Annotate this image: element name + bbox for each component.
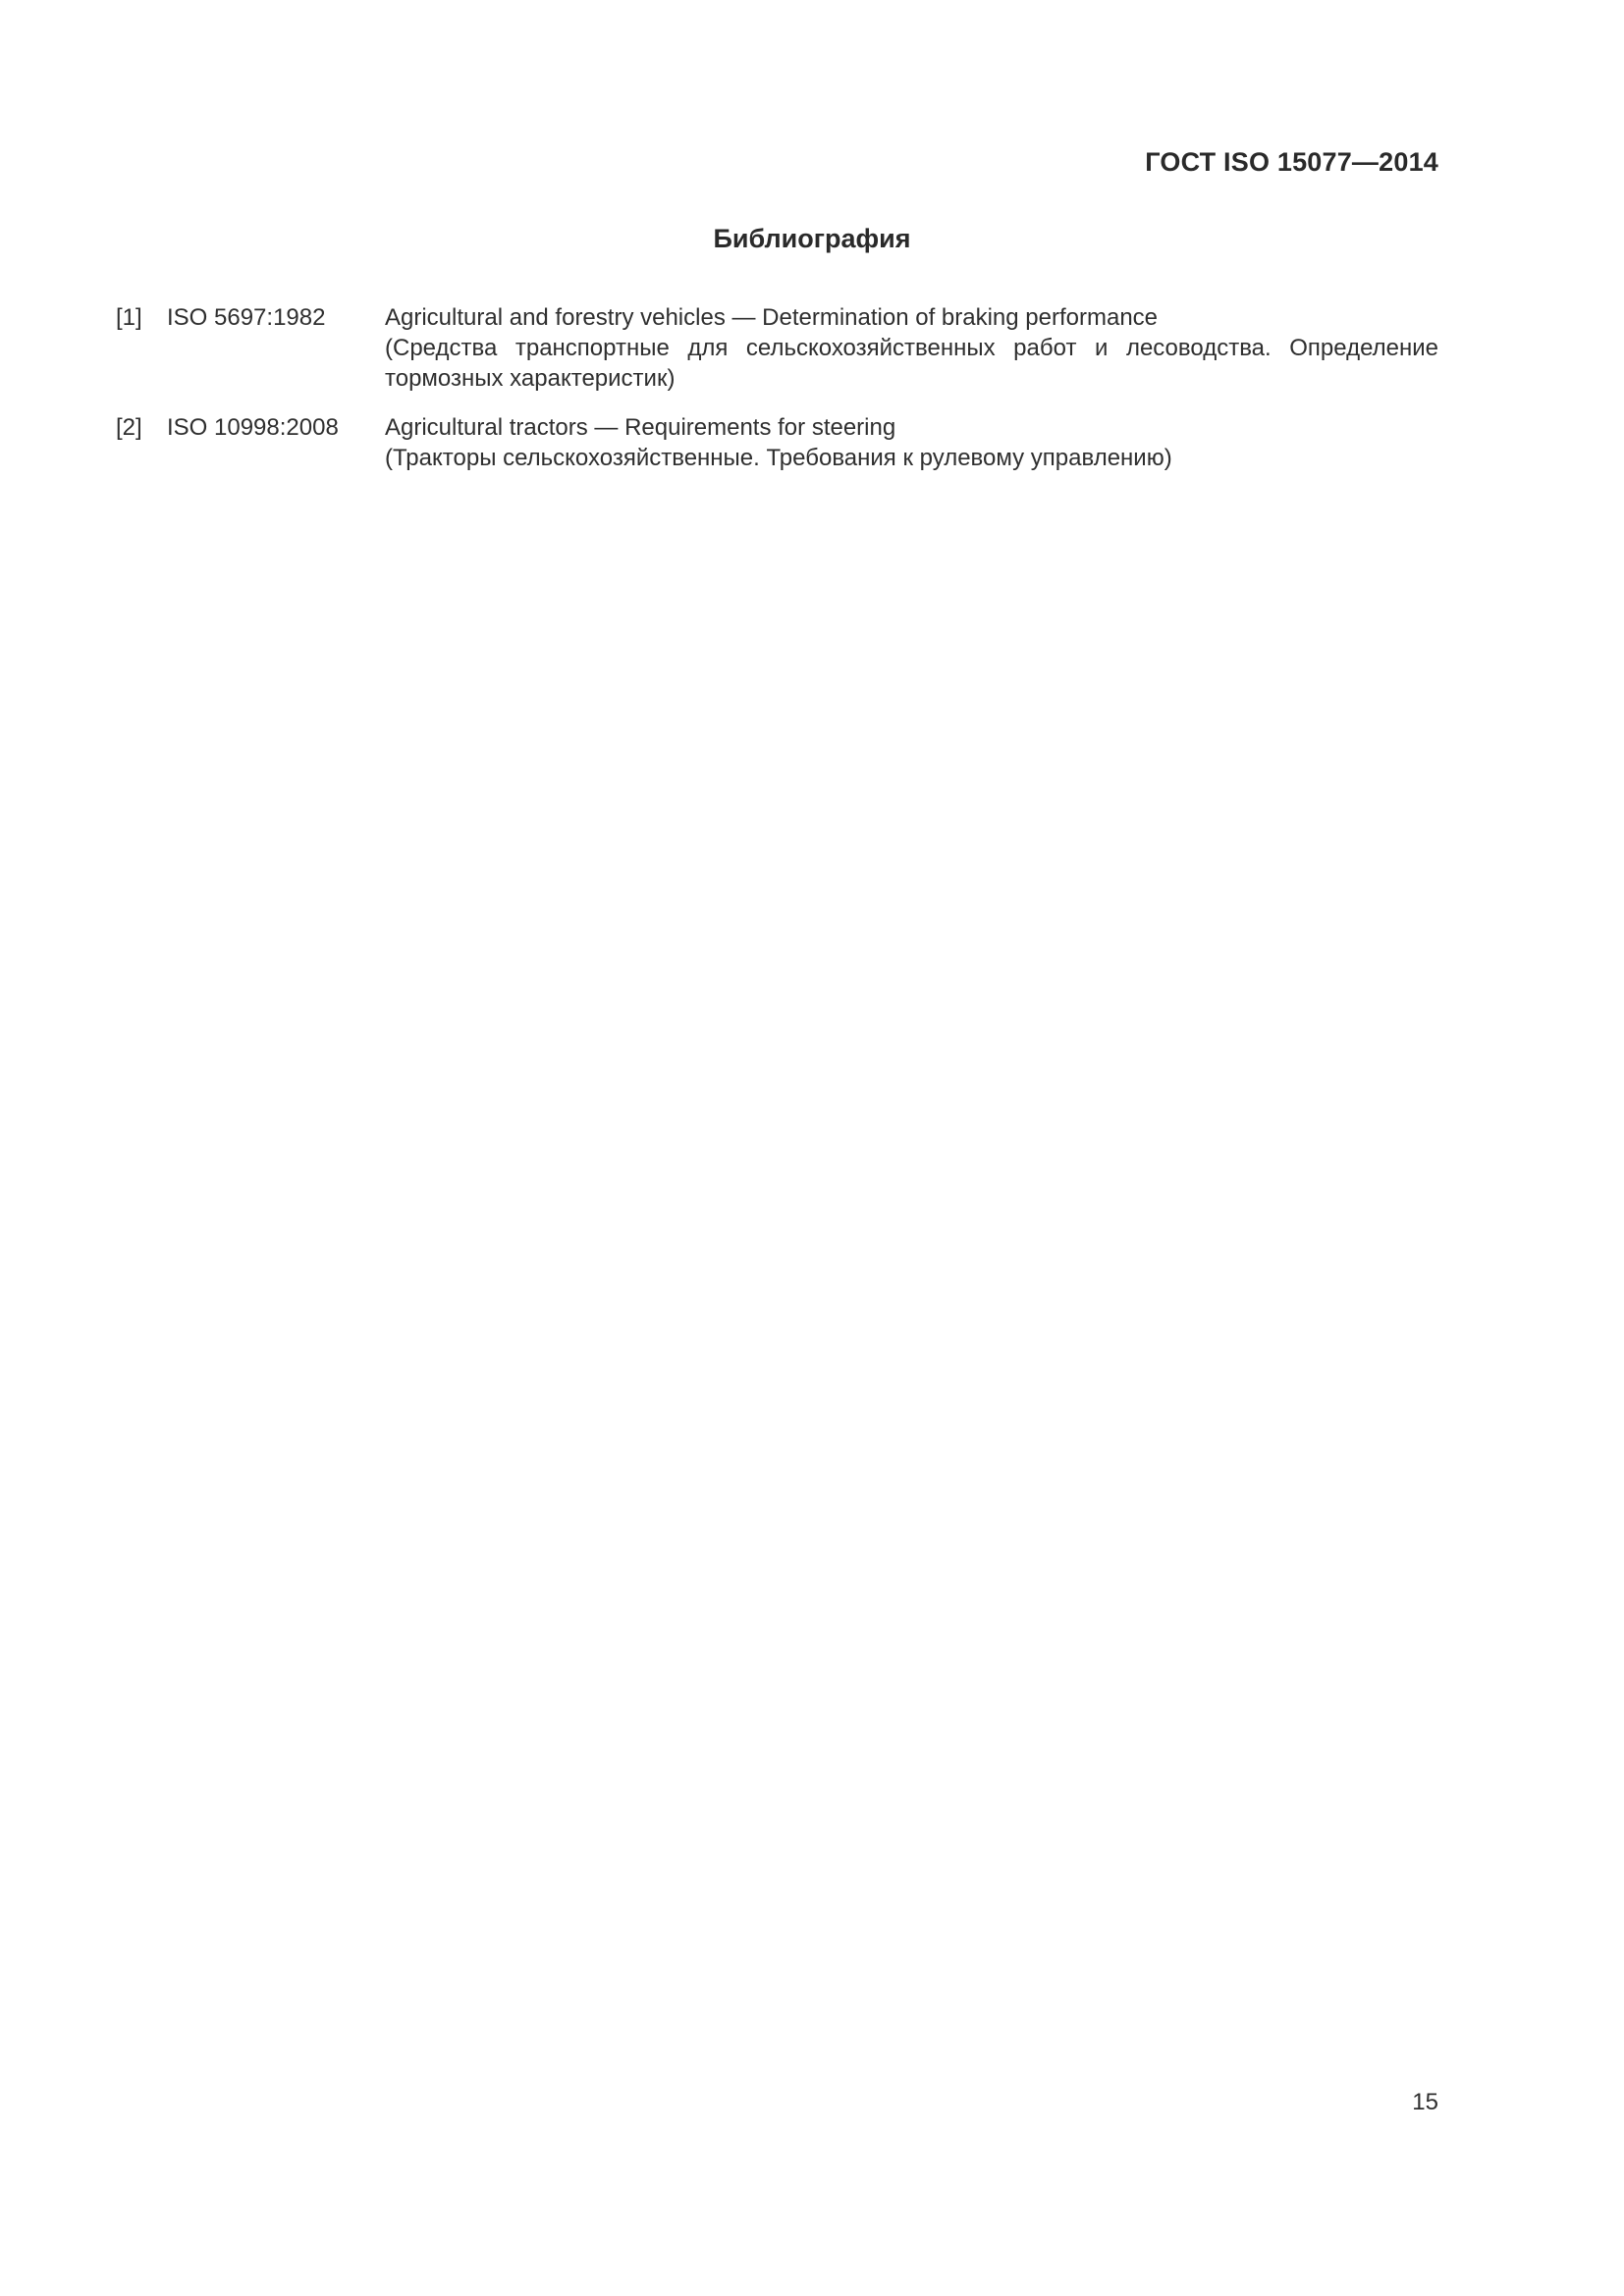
document-code: ГОСТ ISO 15077—2014 — [1145, 147, 1438, 177]
bibliography-entry — [116, 302, 1438, 394]
entry-title-ru: (Тракторы сельскохозяйственные. Требования к рулевому управлению) — [385, 445, 1172, 471]
bibliography-entry — [116, 412, 1438, 473]
standard-code: ISO 10998:2008 — [167, 414, 339, 441]
entry-title-en: Agricultural and forestry vehicles — Determination of braking performance — [385, 304, 1159, 331]
entry-text — [385, 412, 1438, 473]
page-number: 15 — [1412, 2089, 1438, 2115]
entry-title-en: Agricultural tractors — Requirements for steering — [385, 414, 896, 441]
bibliography-list — [116, 302, 1438, 492]
entry-number: [2] — [116, 414, 142, 441]
standard-code: ISO 5697:1982 — [167, 304, 326, 331]
entry-number: [1] — [116, 304, 142, 331]
entry-title-ru: (Средства транспортные для сельскохозяйственных работ и лесоводства. Определение тормозных характеристик) — [385, 335, 1438, 392]
section-title: Библиография — [713, 224, 911, 253]
entry-text — [385, 302, 1438, 394]
